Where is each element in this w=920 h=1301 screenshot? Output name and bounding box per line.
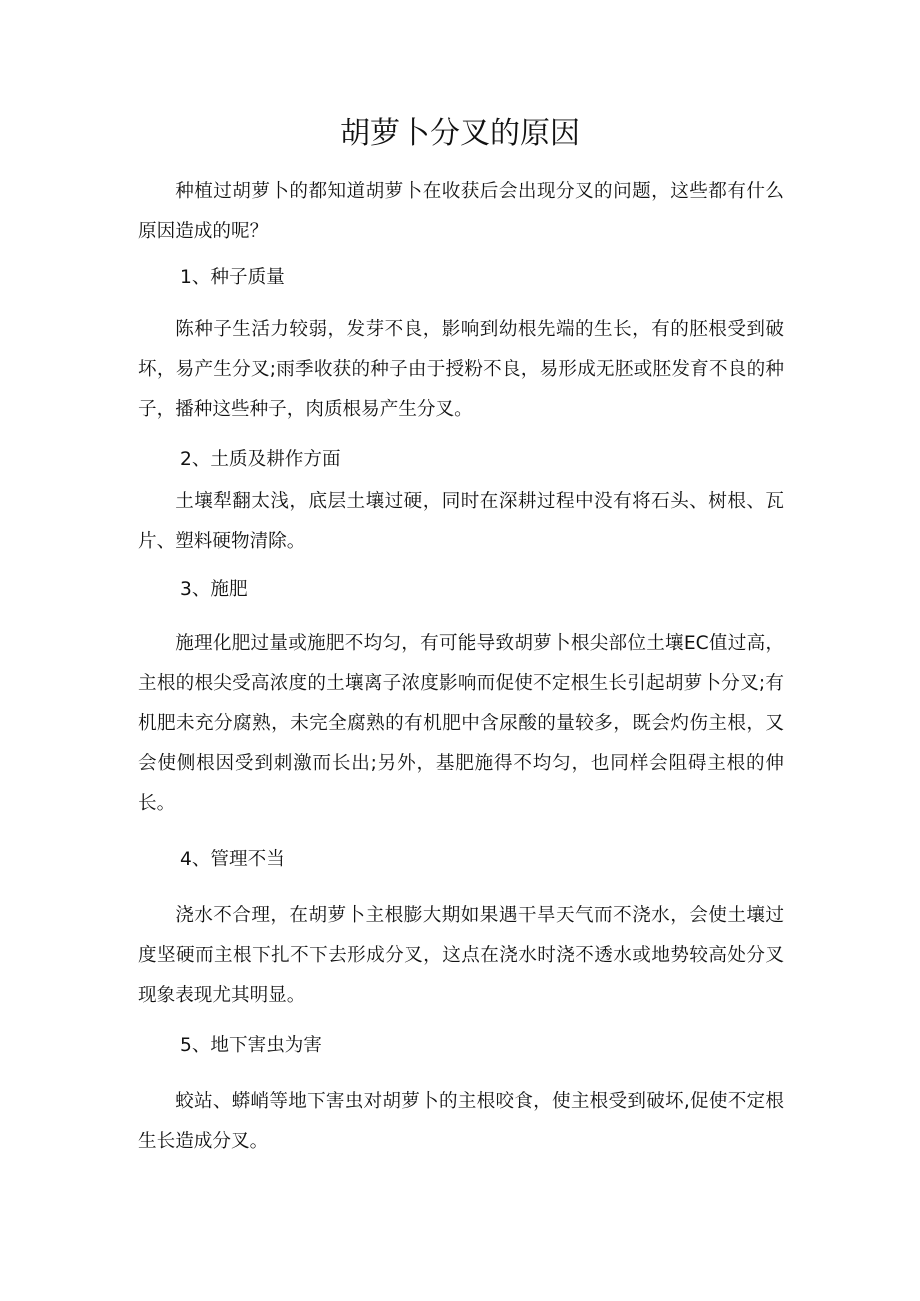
section-body-fertilization: 施理化肥过量或施肥不均匀，有可能导致胡萝卜根尖部位土壤EC值过高，主根的根尖受高浓度的土壤离子浓度影响而促使不定根生长引起胡萝卜分叉;有机肥未充分腐熟，未完全腐熟的有机肥中含尿酸的量较多，既会灼伤主根，又会使侧根因受到刺激而长出;另外，基肥施得不均匀，也同样会阻碍主根的伸长。 (138, 633, 784, 814)
section-body-seed-quality: 陈种子生活力较弱，发芽不良，影响到幼根先端的生长，有的胚根受到破坏，易产生分叉;雨季收获的种子由于授粉不良，易形成无胚或胚发育不良的种子，播种这些种子，肉质根易产生分叉。 (138, 319, 784, 420)
section-heading-fertilization: 3、施肥 (180, 579, 248, 600)
section-heading-management: 4、管理不当 (180, 849, 285, 870)
intro-paragraph: 种植过胡萝卜的都知道胡萝卜在收获后会出现分叉的问题，这些都有什么原因造成的呢？ (138, 181, 784, 242)
section-body-management: 浇水不合理，在胡萝卜主根膨大期如果遇干旱天气而不浇水，会使土壤过度坚硬而主根下扎不下去形成分叉，这点在浇水时浇不透水或地势较高处分叉现象表现尤其明显。 (138, 905, 784, 1006)
section-body-soil-tillage: 土壤犁翻太浅，底层土壤过硬，同时在深耕过程中没有将石头、树根、瓦片、塑料硬物清除。 (138, 491, 784, 552)
section-body-pests: 蛟站、蟒峭等地下害虫对胡萝卜的主根咬食，使主根受到破坏,促使不定根生长造成分叉。 (138, 1091, 784, 1152)
section-heading-seed-quality: 1、种子质量 (180, 267, 285, 288)
document-title: 胡萝卜分叉的原因 (340, 116, 580, 151)
section-heading-pests: 5、地下害虫为害 (180, 1035, 322, 1056)
section-heading-soil-tillage: 2、土质及耕作方面 (180, 449, 341, 470)
